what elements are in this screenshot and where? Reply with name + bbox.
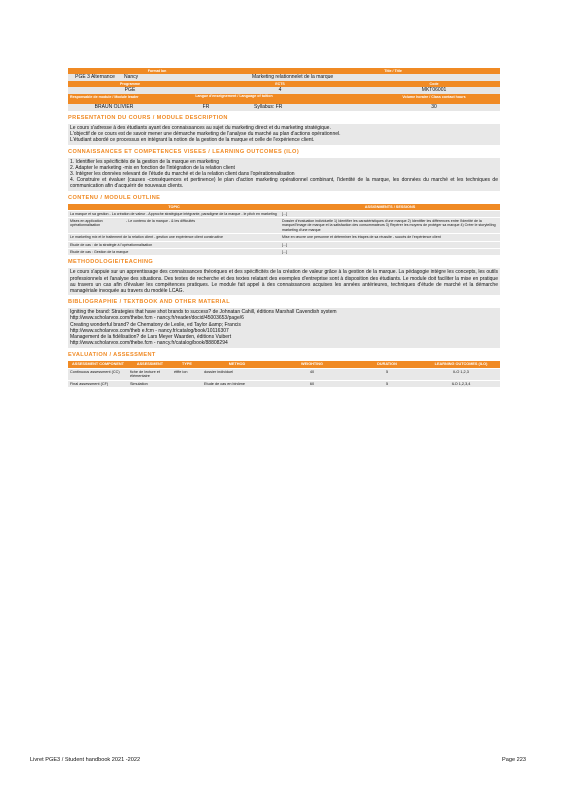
module-title-value: Marketing relationnelet de la marque: [192, 74, 500, 81]
eval-method-header: METHOD: [202, 361, 272, 369]
contenu-heading: CONTENU / MODULE OUTLINE: [68, 194, 161, 201]
responsable-label: Responsable de module / Module leader: [68, 94, 160, 104]
eval-type-header: TYPE: [172, 361, 202, 369]
format-label: Format Ion: [122, 68, 192, 74]
eval-component-header: ASSESSMENT COMPONENT: [68, 361, 128, 369]
table-row: Continuous assessment (CC) fiche de lecture et élémentaire étffe ion dossier individuel 40 5 ILO 1,2,3: [68, 368, 500, 380]
table-row: La marque et sa gestion - La création de valeur - Approche stratégique intégrante, paradigme de la marque - le pitch en marketing [...]: [68, 210, 500, 217]
table-row: Mises en application opérationnalisation - Le contenu de la marque - & les difficultés Dossier d'évaluation individuelle 1) Identifier les caractéristiques d'une marque 2) Identifier les différences entre l'identité de la marque/l'image de marque et la satisfaction des consommateurs 3) Repérer les moyens de protéger sa marque 4) Créer le storytelling marketing d'une marque: [68, 218, 500, 234]
code-label: Code: [368, 81, 500, 87]
methodologie-heading: METHODOLOGIE/TEACHING: [68, 259, 154, 266]
methodologie-text: Le cours s'appuie sur un apprentissage des connaissances théoriques et des spécificités de la création de valeur grâce à la gestion de la marque. La pédagogie intègre les concepts, les outils professionnels et l'analyse des situations. Des textes de recherche et des textes relatant des exemples d'entreprise sont à disposition des étudiants. Le module doit faciliter la mise en pratique au travers un cas afin d'évaluer les compétences pratiques. Le module fait appel à des connaissances acquises les années antérieures, techniques d'étude de marché et la démarche managériale invoquée au travers du modèle LCAG.: [70, 269, 498, 295]
language-label: Langue d'enseignement / Language of tuition: [160, 94, 308, 104]
competences-text: 1. Identifier les spécificités de la gestion de la marque en marketing 2. Adapter le marketing -mix en fonction de l'intégration de la relation client 3. Intégrer les données relevant de l'étude du marché et de la relation client dans l'opérationnalisation 4. Construire et évaluer (causes -conséquences et pertinence) le plan d'action marketing opérationnel combinant, l'identité de la marque, les données du marché et les techniques de communication afin d'acquérir de nouveaux clients.: [70, 158, 498, 190]
ects-label: ECTS: [192, 81, 368, 87]
module-sheet: [68, 68, 500, 387]
module-info-table: [68, 68, 500, 111]
evaluation-heading: EVALUATION / ASSESSMENT: [68, 351, 156, 358]
programme-label: Programme: [68, 81, 192, 87]
table-row: Etude de cas : de la stratégie à l'opérationnalisation [...]: [68, 241, 500, 248]
volume-label: Volume horaire / Class contact hours: [368, 94, 500, 104]
eval-duration-header: DURATION: [352, 361, 422, 369]
hours-value: 30: [368, 104, 500, 111]
competences-heading: CONNAISSANCES ET COMPETENCES VISEES / LEARNING OUTCOMES (ILO): [68, 148, 300, 155]
presentation-heading: PRESENTATION DU COURS / MODULE DESCRIPTION: [68, 115, 228, 121]
ects-value: 4: [192, 87, 368, 94]
outline-assign-header: ASSIGNMENTS / SESSIONS: [280, 204, 500, 211]
eval-ilo-header: LEARNING OUTCOMES (ILO): [422, 361, 500, 369]
eval-assessment-header: ASSESSMENT: [128, 361, 172, 369]
table-row: Final assessment (CF) Simulation Etude de cas en binôme 60 5 ILO 1,2,3,4: [68, 380, 500, 387]
evaluation-table: [68, 361, 500, 388]
bibliographie-heading: BIBLIOGRAPHIE / TEXTBOOK AND OTHER MATERIAL: [68, 299, 231, 306]
table-row: Le marketing mix et le traitement de la relation client - gestion une expérience client constructive Mise en œuvre une personne et déterminer les étapes de sa réussite - succès de l'expérience client: [68, 234, 500, 241]
format-value: PGE 3 Alternance: [68, 74, 122, 81]
responsable-value: BRAUN OLIVIER: [68, 104, 160, 111]
syllabus-value: Syllabus: FR: [252, 104, 368, 111]
page-number: Page 223: [502, 757, 526, 763]
programme-value: PGE: [68, 87, 192, 94]
outline-table: [68, 204, 500, 256]
code-value: MKT06001: [368, 87, 500, 94]
footer-handbook-label: Livret PGE3 / Student handbook 2021 -2022: [30, 757, 141, 763]
outline-topic-header: TOPIC: [68, 204, 280, 211]
table-row: Etude de cas : Gestion de la marque [...]: [68, 249, 500, 256]
campus-value: Nancy: [122, 74, 192, 81]
presentation-text: Le cours s'adresse à des étudiants ayant des connaissances au sujet du marketing direct et du marketing stratégique. L'objectif de ce cours est de savoir mener une démarche marketing de l'analyse du marché au plan d'actions opérationnel. L'étudiant abordé ce processus en intégrant la notion de la gestion de la marque et celle de l'expérience client.: [68, 124, 500, 145]
title-label: Title / Title: [368, 68, 418, 74]
eval-weighting-header: WEIGHTING: [272, 361, 352, 369]
bibliographie-text: Igniting the brand: Strategies that have shot brands to success? de Johnatan Cahill, éditions Marshall Cavendish system http://www.scholarvox.com/thebe.fcm - nancy.fr/reader/docid/45003653/page/6 Creating wonderful brand? de Chematony de Leslie, ed Taylor &amp; Francis http://www.scholarvox.com/theb e.fcm - nancy.fr/catalog/book/10116307 Management de la fidélisation? de Lars Meyer Waarden, éditions Vuibert http://www.scholarvox.com/thebe.fcm - nancy.fr/catalog/book/88808294: [68, 308, 500, 347]
language-value: FR: [160, 104, 252, 111]
